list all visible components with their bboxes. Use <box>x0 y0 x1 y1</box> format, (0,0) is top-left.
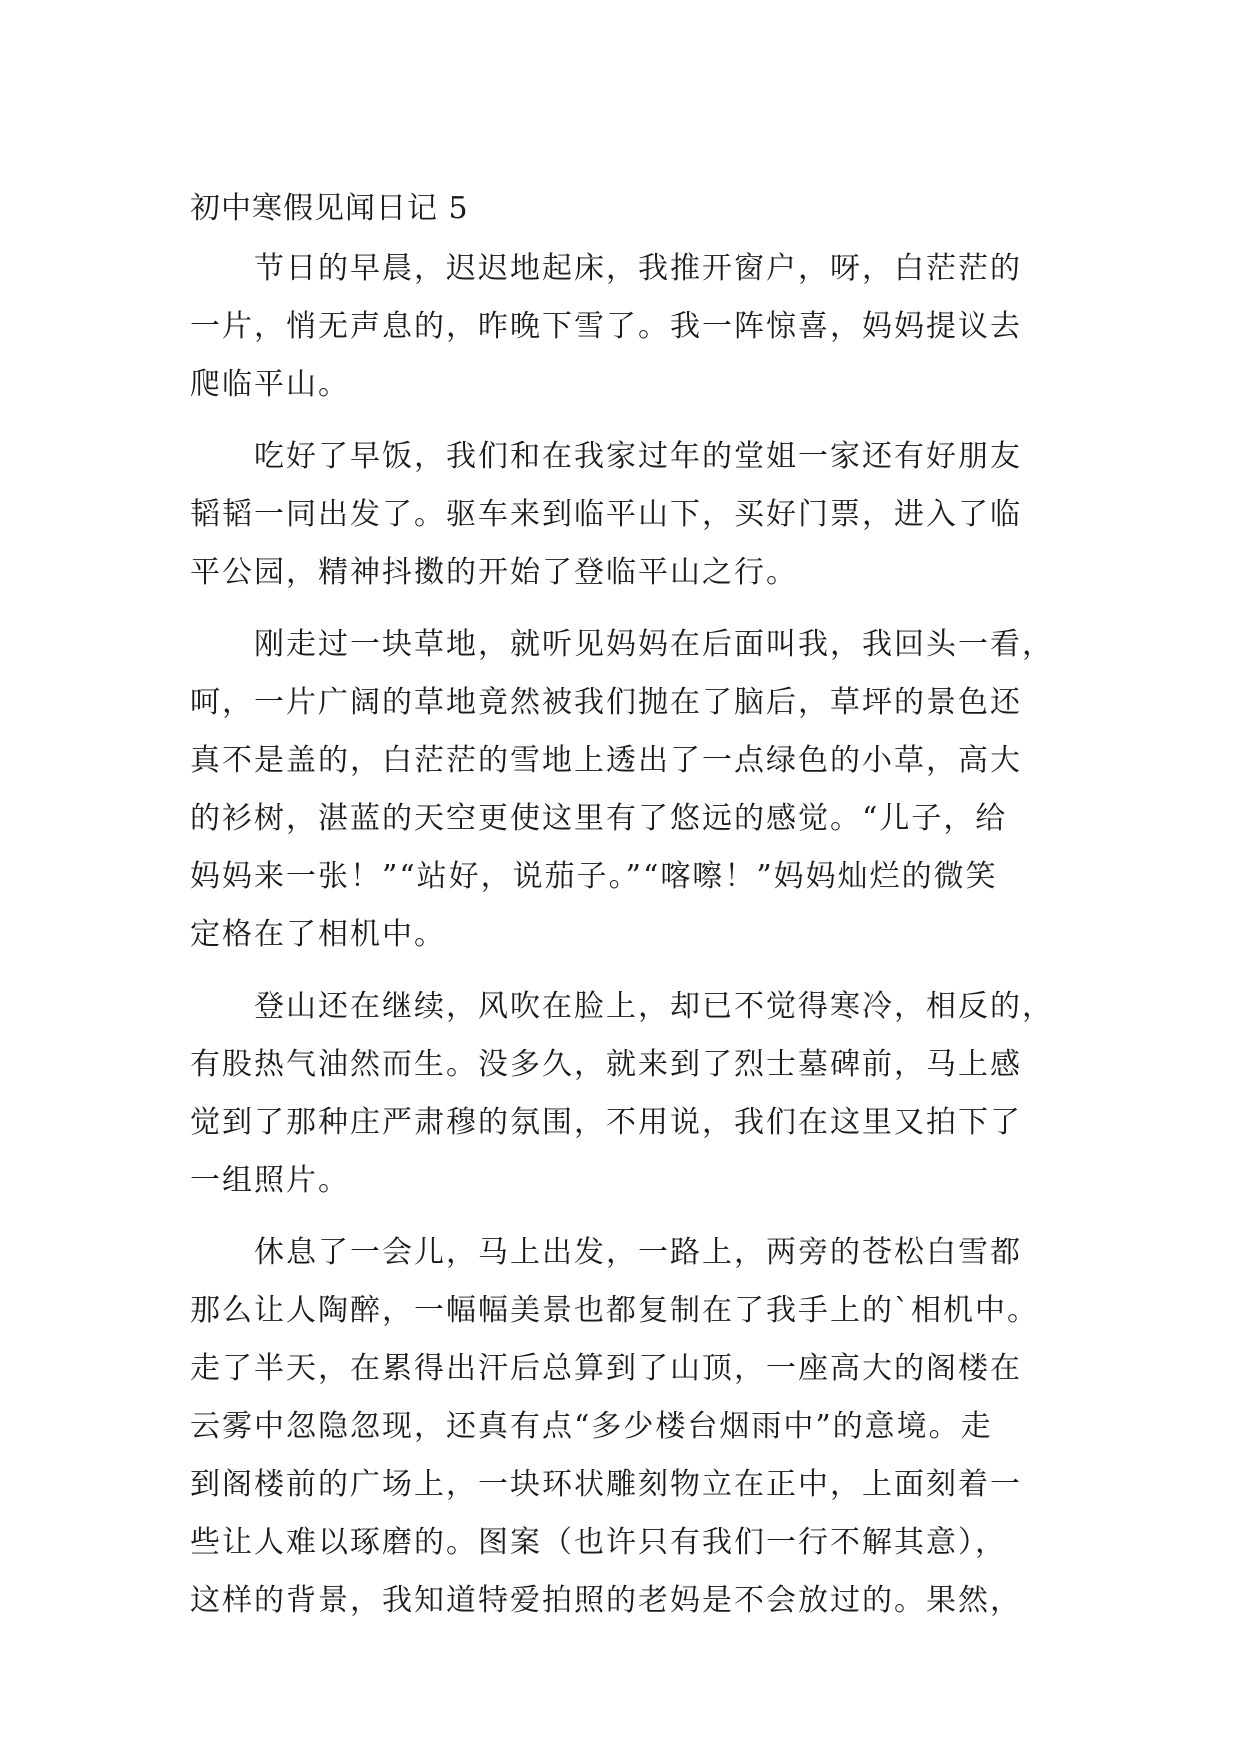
paragraph-line: 些让人难以琢磨的。图案（也许只有我们一行不解其意）， <box>190 1525 1007 1560</box>
paragraph <box>190 428 1050 602</box>
paragraph-line: 呵，一片广阔的草地竟然被我们抛在了脑后，草坪的景色还 <box>190 685 1022 720</box>
paragraph-line: 云雾中忽隐忽现，还真有点“多少楼台烟雨中”的意境。走 <box>190 1409 993 1444</box>
paragraph-line: 的衫树，湛蓝的天空更使这里有了悠远的感觉。“儿子，给 <box>190 801 1008 836</box>
paragraph-line: 有股热气油然而生。没多久，就来到了烈士墓碑前，马上感 <box>190 1047 1022 1082</box>
paragraph-line: 刚走过一块草地，就听见妈妈在后面叫我，我回头一看， <box>254 627 1054 662</box>
paragraph-line: 爬临平山。 <box>190 367 350 402</box>
paragraph <box>190 240 1050 414</box>
paragraph <box>190 1224 1050 1630</box>
paragraph-line: 吃好了早饭，我们和在我家过年的堂姐一家还有好朋友 <box>254 439 1022 474</box>
paragraph-line: 节日的早晨，迟迟地起床，我推开窗户，呀，白茫茫的 <box>254 251 1022 286</box>
paragraph-line: 平公园，精神抖擞的开始了登临平山之行。 <box>190 555 798 590</box>
paragraph-line: 那么让人陶醉，一幅幅美景也都复制在了我手上的`相机中。 <box>190 1293 1039 1328</box>
paragraph-line: 走了半天，在累得出汗后总算到了山顶，一座高大的阁楼在 <box>190 1351 1022 1386</box>
paragraph-line: 真不是盖的，白茫茫的雪地上透出了一点绿色的小草，高大 <box>190 743 1022 778</box>
paragraph <box>190 978 1054 1210</box>
paragraph <box>190 616 1054 964</box>
paragraph-line: 觉到了那种庄严肃穆的氛围，不用说，我们在这里又拍下了 <box>190 1105 1022 1140</box>
document-body <box>190 180 1054 1630</box>
paragraph-line: 休息了一会儿，马上出发，一路上，两旁的苍松白雪都 <box>254 1235 1022 1270</box>
paragraph-line: 妈妈来一张！”“站好，说茄子。”“喀嚓！”妈妈灿烂的微笑 <box>190 859 998 894</box>
paragraph-line: 这样的背景，我知道特爱拍照的老妈是不会放过的。果然， <box>190 1583 1022 1618</box>
paragraph-line: 一组照片。 <box>190 1163 350 1198</box>
paragraph-line: 定格在了相机中。 <box>190 917 446 952</box>
paragraph-line: 韬韬一同出发了。驱车来到临平山下，买好门票，进入了临 <box>190 497 1022 532</box>
paragraph-line: 登山还在继续，风吹在脸上，却已不觉得寒冷，相反的， <box>254 989 1054 1024</box>
paragraph-line: 到阁楼前的广场上，一块环状雕刻物立在正中，上面刻着一 <box>190 1467 1022 1502</box>
document-title: 初中寒假见闻日记 5 <box>190 191 469 226</box>
paragraph-line: 一片，悄无声息的，昨晚下雪了。我一阵惊喜，妈妈提议去 <box>190 309 1022 344</box>
